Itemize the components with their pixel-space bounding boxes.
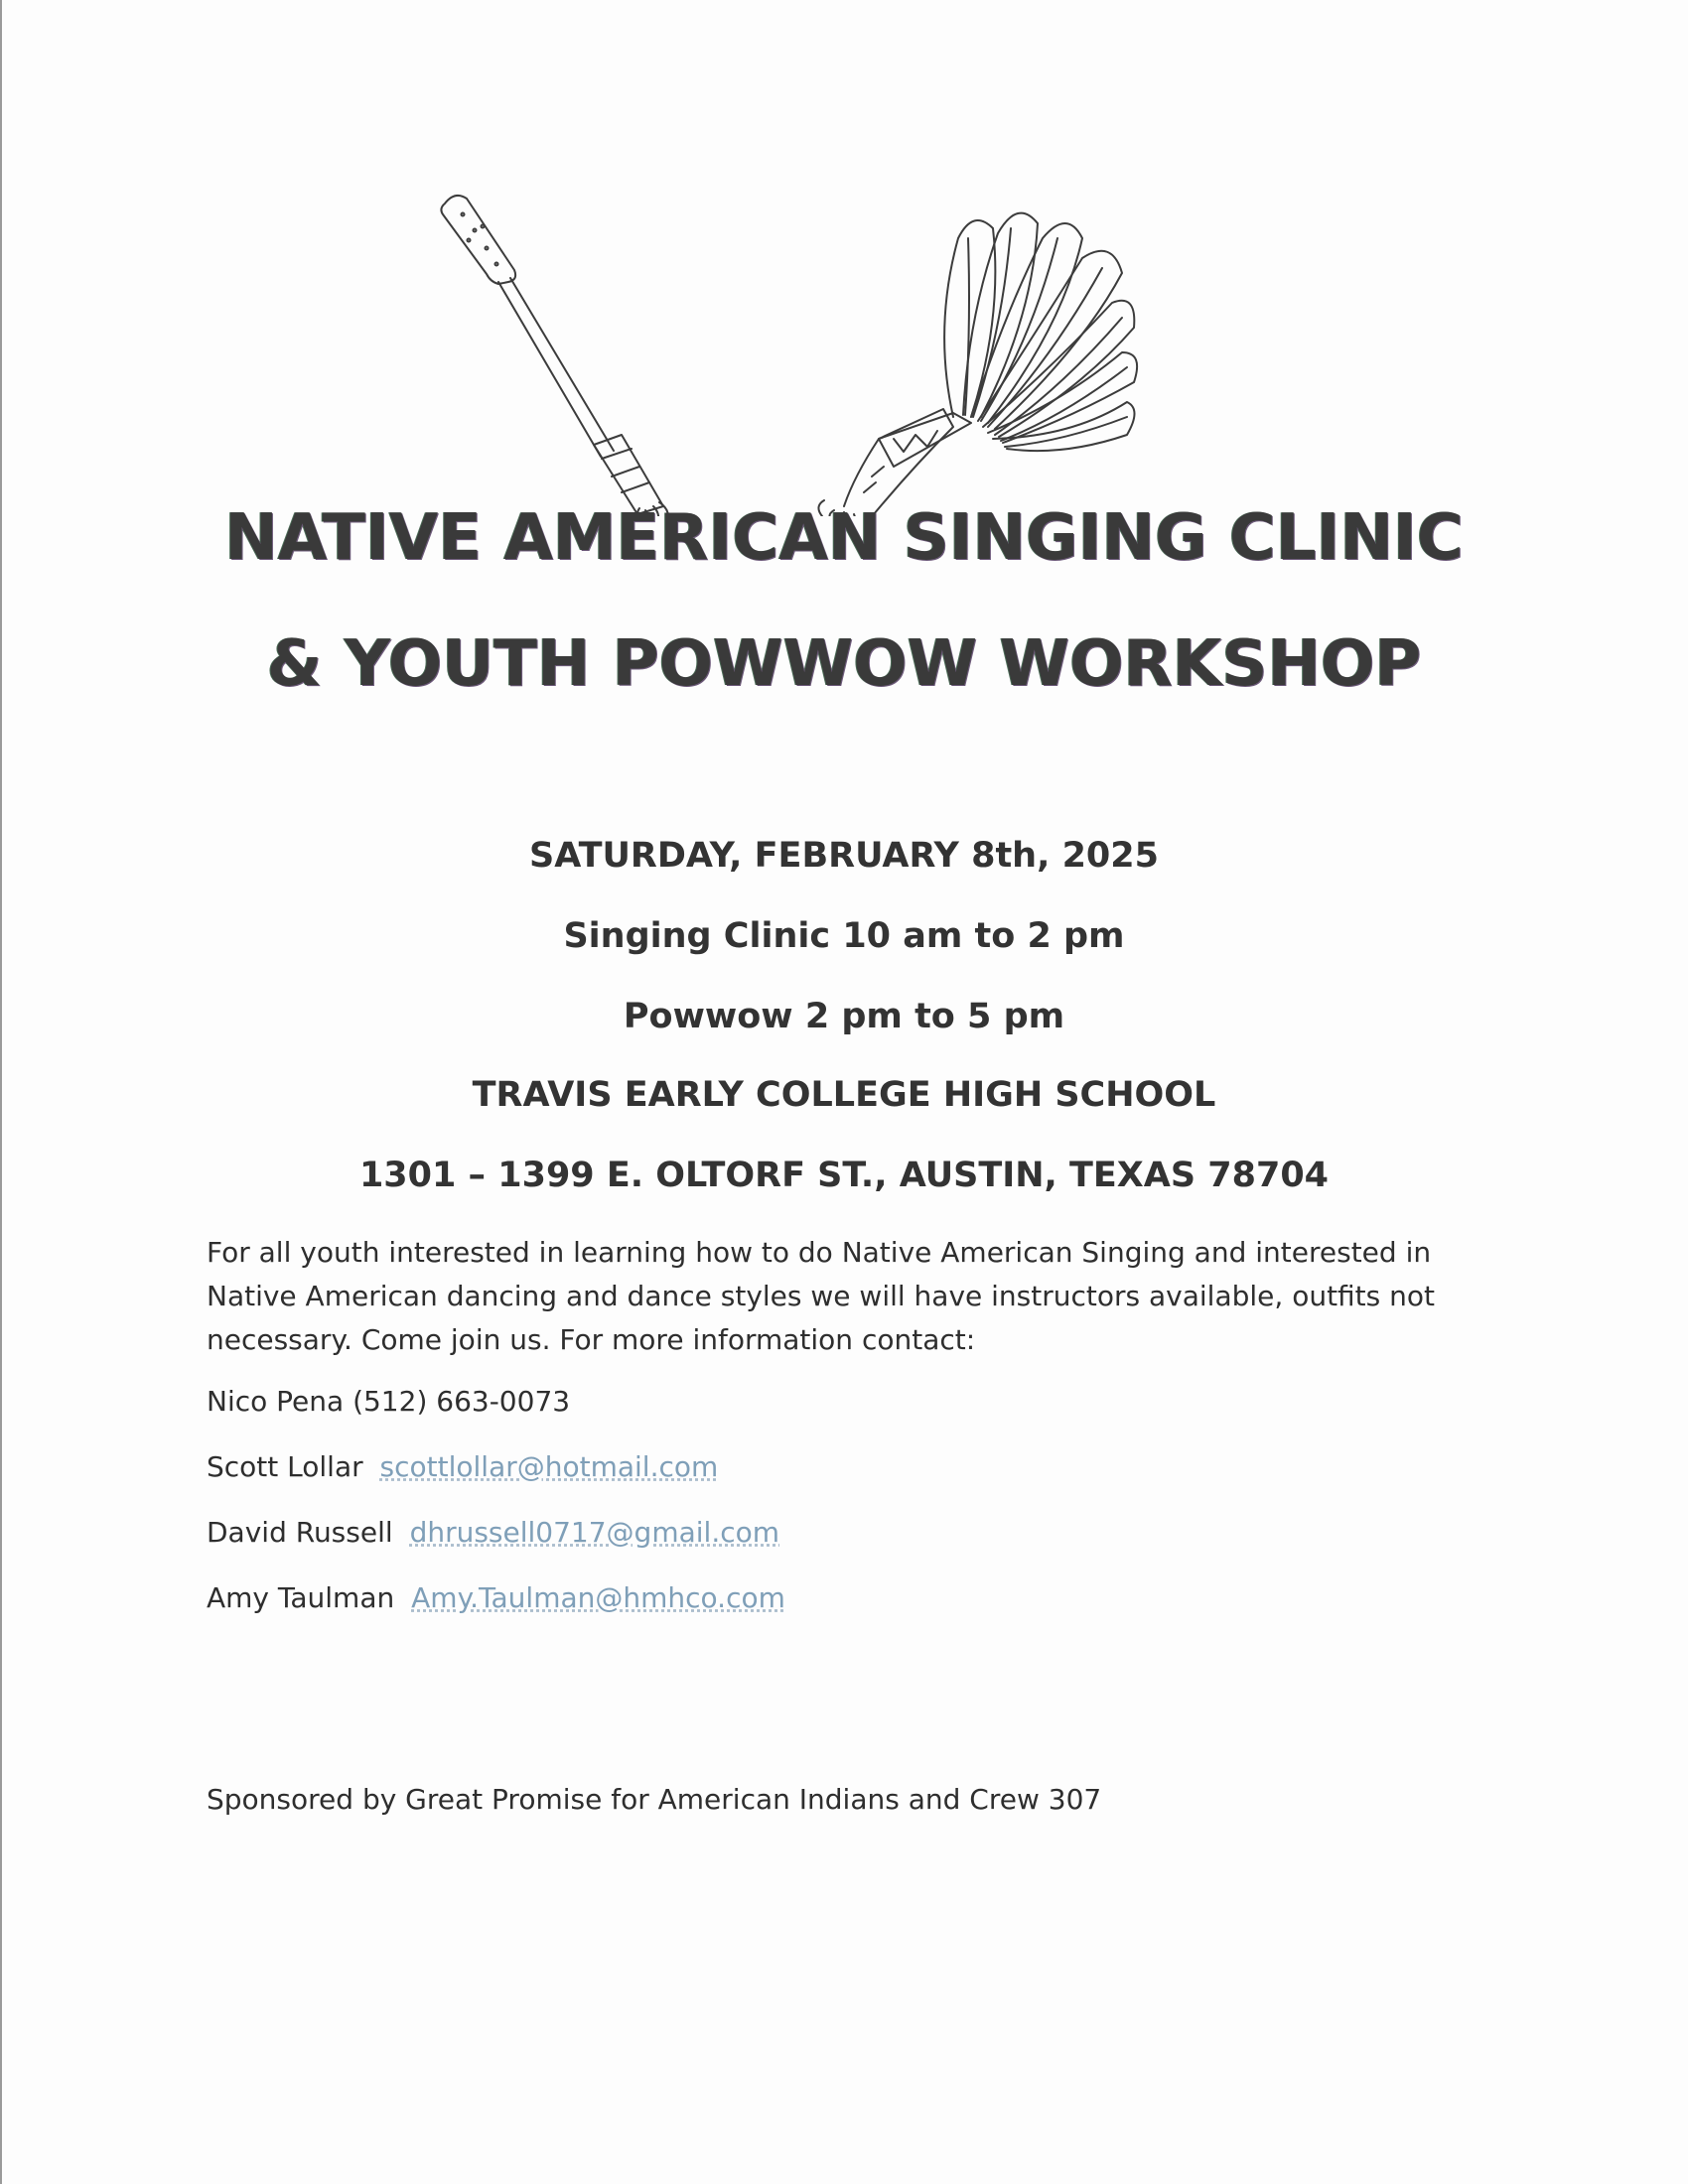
contact-name: Amy Taulman <box>207 1581 395 1614</box>
feather-fan-and-rattle-illustration <box>427 179 1142 516</box>
title-line-1: NATIVE AMERICAN SINGING CLINIC <box>224 501 1464 575</box>
contact-phone: (512) 663-0073 <box>344 1385 571 1418</box>
sponsor-line: Sponsored by Great Promise for American Indians and Crew 307 <box>207 1783 1102 1816</box>
contact-item <box>207 1445 1398 1511</box>
powwow-time: Powwow 2 pm to 5 pm <box>623 997 1065 1036</box>
contact-email-link[interactable]: dhrussell0717@gmail.com <box>409 1516 780 1549</box>
contact-name: Nico Pena <box>207 1385 345 1418</box>
title-line-2: & YOUTH POWWOW WORKSHOP <box>266 627 1422 701</box>
event-date: SATURDAY, FEBRUARY 8th, 2025 <box>529 836 1159 876</box>
contact-item <box>207 1380 1398 1445</box>
contact-name: Scott Lollar <box>207 1450 363 1483</box>
contact-name: David Russell <box>207 1516 393 1549</box>
feather-fan-icon <box>818 213 1137 516</box>
event-description: For all youth interested in learning how to do Native American Singing and interested in Native American dancing and dance styles we will have instructors available, outfits not necessary. Come join us. For more information contact: <box>207 1236 1436 1356</box>
singing-clinic-time: Singing Clinic 10 am to 2 pm <box>563 916 1125 956</box>
venue-address: 1301 – 1399 E. OLTORF ST., AUSTIN, TEXAS 78704 <box>358 1156 1330 1195</box>
contact-list <box>207 1380 1398 1642</box>
rattle-stick-icon <box>441 196 668 516</box>
contact-email-link[interactable]: Amy.Taulman@hmhco.com <box>411 1581 785 1614</box>
contact-email-link[interactable]: scottlollar@hotmail.com <box>379 1450 719 1483</box>
contact-item <box>207 1576 1398 1642</box>
contact-item <box>207 1511 1398 1576</box>
venue-name: TRAVIS EARLY COLLEGE HIGH SCHOOL <box>472 1075 1216 1115</box>
